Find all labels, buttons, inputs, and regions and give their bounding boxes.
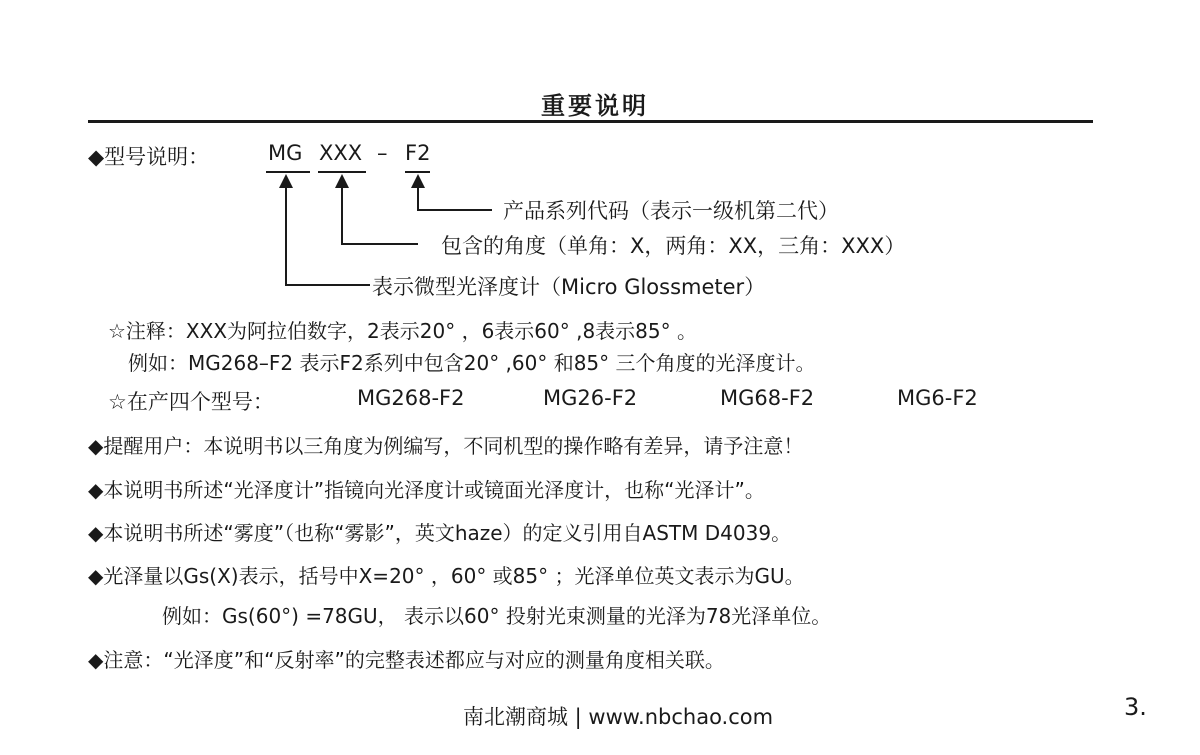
page-title: 重要说明 bbox=[541, 92, 649, 120]
note-digits: ☆注释：XXX为阿拉伯数字，2表示20° ，6表示60° ,8表示85° 。 bbox=[108, 319, 697, 343]
model-item: MG268-F2 bbox=[357, 386, 465, 410]
point-haze-def: ◆本说明书所述“雾度”（也称“雾影”，英文haze）的定义引用自ASTM D4039。 bbox=[88, 521, 792, 545]
footer-site: 南北潮商城 | www.nbchao.com bbox=[463, 705, 774, 729]
four-models-label: ☆在产四个型号： bbox=[108, 390, 274, 414]
model-label: ◆型号说明： bbox=[88, 145, 210, 169]
model-part-series: F2 bbox=[405, 141, 431, 165]
point-attention: ◆注意：“光泽度”和“反射率”的完整表述都应与对应的测量角度相关联。 bbox=[88, 648, 725, 672]
page-number: 3. bbox=[1124, 693, 1147, 721]
point-reminder: ◆提醒用户：本说明书以三角度为例编写，不同机型的操作略有差异，请予注意！ bbox=[88, 434, 804, 458]
model-part-angles: XXX bbox=[319, 141, 363, 165]
model-dash: – bbox=[377, 141, 388, 165]
point-gloss-unit: ◆光泽量以Gs(X)表示，括号中X=20° ，60° 或85° ；光泽单位英文表示为GU。 bbox=[88, 564, 805, 588]
desc-angle: 包含的角度（单角：X，两角：XX，三角：XXX） bbox=[441, 234, 906, 258]
model-item: MG68-F2 bbox=[720, 386, 815, 410]
note-example: 例如：MG268–F2 表示F2系列中包含20° ,60° 和85° 三个角度的光泽度计。 bbox=[128, 351, 816, 375]
point-gloss-example: 例如：Gs(60°) =78GU， 表示以60° 投射光束测量的光泽为78光泽单位。 bbox=[162, 604, 832, 628]
model-item: MG6-F2 bbox=[897, 386, 978, 410]
point-glossmeter-def: ◆本说明书所述“光泽度计”指镜向光泽度计或镜面光泽度计，也称“光泽计”。 bbox=[88, 478, 765, 502]
desc-series: 产品系列代码（表示一级机第二代） bbox=[503, 199, 839, 223]
model-item: MG26-F2 bbox=[543, 386, 638, 410]
desc-type: 表示微型光泽度计（Micro Glossmeter） bbox=[372, 275, 766, 299]
model-part-mg: MG bbox=[268, 141, 303, 165]
